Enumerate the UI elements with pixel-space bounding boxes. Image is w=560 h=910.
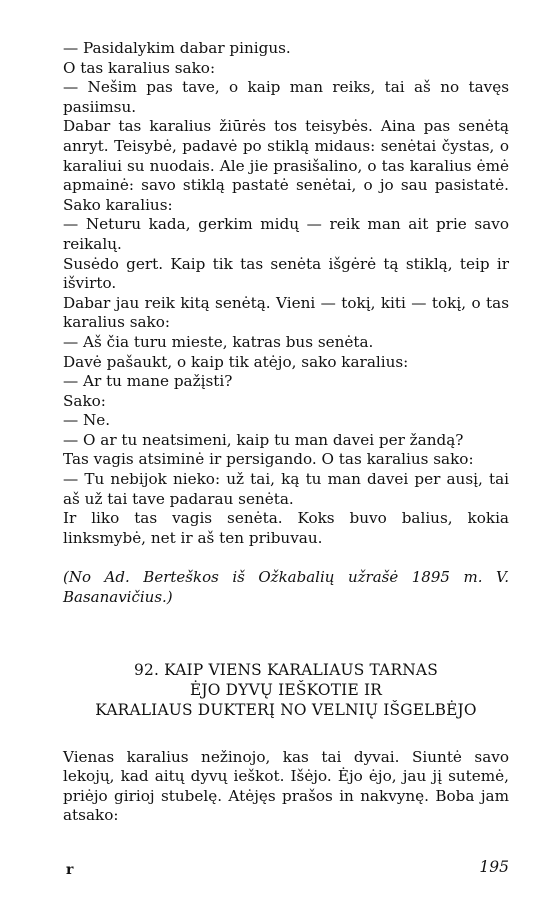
paragraph: Sako: bbox=[63, 391, 106, 410]
paragraph: — O ar tu neatsimeni, kaip tu man davei per žandą? bbox=[63, 430, 464, 449]
heading-line: ĖJO DYVŲ IEŠKOTIE IR bbox=[189, 680, 383, 699]
paragraph: — Neturu kada, gerkim midų — reik man ait prie savo reikalų. bbox=[63, 215, 509, 253]
paragraph: Susėdo gert. Kaip tik tas senėta išgėrė tą stiklą, teip ir išvirto. bbox=[63, 254, 509, 293]
book-page bbox=[63, 39, 509, 826]
heading-line: 92. KAIP VIENS KARALIAUS TARNAS bbox=[134, 660, 438, 679]
heading-line: KARALIAUS DUKTERĮ NO VELNIŲ IŠGELBĖJO bbox=[95, 700, 477, 719]
page-number: 195 bbox=[479, 858, 509, 876]
paragraph: Davė pašaukt, o kaip tik atėjo, sako karalius: bbox=[63, 352, 409, 371]
paragraph: — Tu nebijok nieko: už tai, ką tu man davei per ausį, tai aš už tai tave padarau senėta. bbox=[63, 470, 509, 508]
paragraph: O tas karalius sako: bbox=[63, 58, 216, 77]
story-continuation bbox=[63, 39, 509, 548]
paragraph: — Ne. bbox=[63, 411, 111, 430]
paragraph: — Aš čia turu mieste, katras bus senėta. bbox=[63, 332, 374, 351]
chapter-heading bbox=[63, 660, 509, 720]
paragraph: Dabar tas karalius žiūrės tos teisybės. Aina pas senėtą anryt. Teisybė, padavė po stiklą midaus: senėtai čystas, o karaliui su nuodais. Ale jie prasišalino, o tas karalius ėmė apmainė: savo stiklą pastatė senėtai, o jo sau pasistatė. Sako karalius: bbox=[63, 117, 509, 214]
source-note: (No Ad. Berteškos iš Ožkabalių užrašė 1895 m. V. Basanavičius.) bbox=[63, 568, 509, 607]
paragraph: — Nešim pas tave, o kaip man reiks, tai aš no tavęs pasiimsu. bbox=[63, 78, 509, 116]
paragraph: Tas vagis atsiminė ir persigando. O tas karalius sako: bbox=[63, 450, 474, 469]
paragraph: — Ar tu mane pažįsti? bbox=[63, 372, 233, 391]
printer-mark: r bbox=[66, 862, 74, 878]
paragraph: Ir liko tas vagis senėta. Koks buvo balius, kokia linksmybė, net ir aš ten pribuvau. bbox=[63, 509, 509, 547]
paragraph: — Pasidalykim dabar pinigus. bbox=[63, 39, 291, 57]
paragraph: Dabar jau reik kitą senėtą. Vieni — tokį, kiti — tokį, o tas karalius sako: bbox=[63, 293, 509, 332]
story-opening-paragraph: Vienas karalius nežinojo, kas tai dyvai. Siuntė savo lekojų, kad aitų dyvų ieškot. Išėjo. Ėjo ėjo, jau jį sutemė, priėjo girioj stubelę. Atėjęs prašos in nakvynę. Boba jam atsako: bbox=[63, 747, 509, 825]
